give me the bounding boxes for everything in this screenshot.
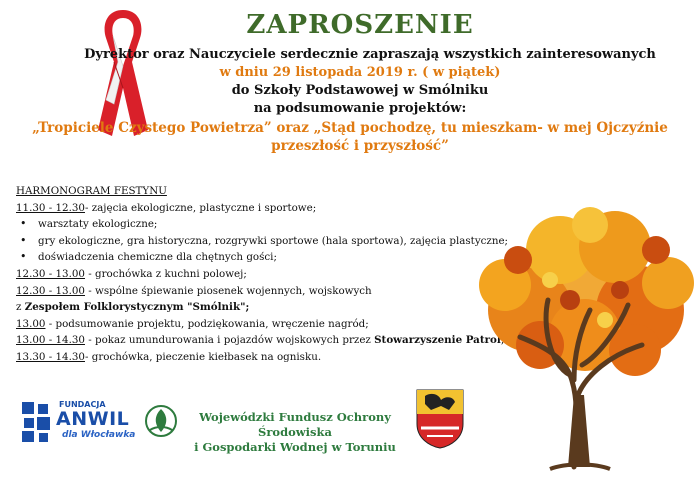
schedule-text: - podsumowanie projektu, podziękowania, wręczenie nagród; (45, 317, 369, 330)
schedule-text: - wspólne śpiewanie piosenek wojennych, wojskowych (84, 284, 372, 297)
schedule-time: 13.00 - 14.30 (16, 334, 85, 347)
schedule-text: - grochówka, pieczenie kiełbasek na ognisku. (84, 350, 322, 363)
anwil-logo (20, 398, 180, 446)
coat-of-arms-icon (415, 388, 465, 450)
schedule-time: 12.30 - 13.00 (16, 284, 85, 297)
schedule-heading: HARMONOGRAM FESTYNU (16, 185, 167, 197)
association-name: Stowarzyszenie Patrol (374, 334, 501, 347)
schedule-text: - pokaz umundurowania i pojazdów wojskowych przez (84, 334, 375, 347)
purpose-line: na podsumowanie projektów: (253, 101, 467, 116)
schedule-time: 13.30 - 14.30 (16, 350, 85, 363)
tree-icon (470, 205, 700, 475)
schedule-time: 11.30 - 12.30 (16, 201, 85, 214)
anwil-name: ANWIL (56, 408, 130, 430)
wfos-line1: Wojewódzki Fundusz Ochrony Środowiska (199, 410, 391, 439)
schedule-bullet: • warsztaty ekologiczne; (16, 216, 556, 233)
schedule-text: - grochówka z kuchni polowej; (84, 267, 247, 280)
ensemble-name: Zespołem Folklorystycznym "Smólnik"; (24, 301, 250, 314)
intro-line: Dyrektor oraz Nauczyciele serdecznie zapraszają wszystkich zainteresowanych (84, 47, 656, 62)
projects-line-cont: przeszłość i przyszłość” (271, 138, 449, 154)
schedule-time: 13.00 (16, 317, 46, 330)
anwil-logo-icon (20, 400, 54, 444)
date-line: w dniu 29 listopada 2019 r. ( w piątek) (219, 65, 501, 80)
page-title: ZAPROSZENIE (246, 10, 474, 40)
invitation-header (0, 10, 700, 155)
schedule-bullet: • doświadczenia chemiczne dla chętnych gości; (16, 249, 556, 266)
projects-line: „Tropiciele Czystego Powietrza” oraz „Stąd pochodzę, tu mieszkam- w mej Ojczyźnie (32, 120, 668, 136)
schedule-time: 12.30 - 13.00 (16, 267, 85, 280)
anwil-subtitle: dla Włocławka (62, 430, 136, 440)
wfos-logo-icon (144, 404, 178, 438)
schedule-text: z (16, 301, 25, 314)
wfos-logo-text (180, 410, 410, 455)
wfos-line2: i Gospodarki Wodnej w Toruniu (194, 440, 396, 454)
schedule-text: - zajęcia ekologiczne, plastyczne i sportowe; (84, 201, 317, 214)
anwil-fund-label: FUNDACJA (59, 400, 106, 409)
school-line: do Szkoły Podstawowej w Smólniku (231, 83, 489, 98)
schedule-bullet: • gry ekologiczne, gra historyczna, rozgrywki sportowe (hala sportowa), zajęcia plastyczne; (16, 233, 556, 250)
